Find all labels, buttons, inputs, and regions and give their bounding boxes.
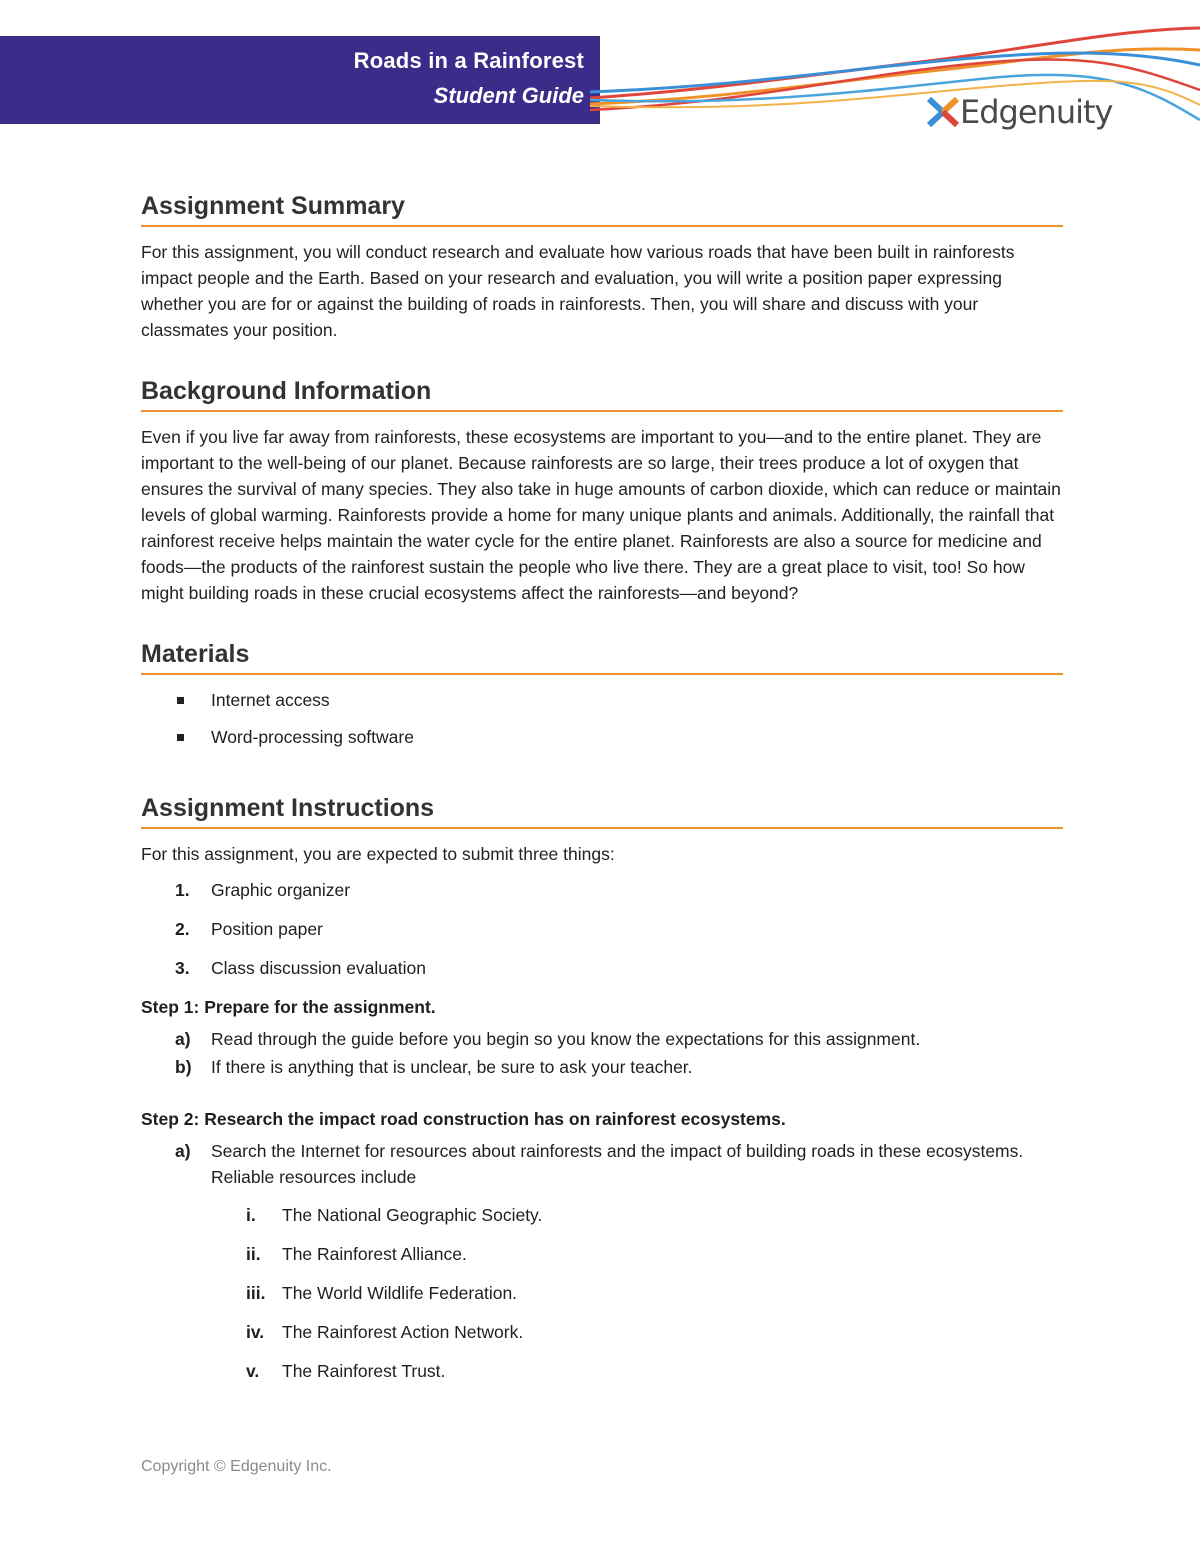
list-item: 2. Position paper xyxy=(175,919,323,939)
list-item: 3. Class discussion evaluation xyxy=(175,958,426,978)
materials-list xyxy=(141,687,1063,750)
section-background-information xyxy=(141,377,1063,606)
resources-list xyxy=(141,1202,1063,1384)
list-item: Word-processing software xyxy=(141,724,1063,750)
document-subtitle: Student Guide xyxy=(433,83,584,108)
document-body xyxy=(141,192,1063,1418)
list-item: v. The Rainforest Trust. xyxy=(246,1361,446,1381)
copyright-footer: Copyright © Edgenuity Inc. xyxy=(141,1458,332,1475)
list-item: iv. The Rainforest Action Network. xyxy=(246,1322,524,1342)
section-heading: Background Information xyxy=(141,377,1063,412)
paragraph: For this assignment, you are expected to submit three things: xyxy=(141,844,615,864)
section-assignment-summary xyxy=(141,192,1063,343)
deliverables-list xyxy=(141,877,1063,981)
bullet-icon xyxy=(177,697,184,704)
section-heading: Materials xyxy=(141,640,1063,675)
list-item: a) Read through the guide before you begin so you know the expectations for this assignment. xyxy=(175,1029,921,1049)
edgenuity-logo xyxy=(926,90,1112,134)
list-item: i. The National Geographic Society. xyxy=(246,1205,543,1225)
step-2-list xyxy=(141,1138,1063,1190)
step-2-title: Step 2: Research the impact road construction has on rainforest ecosystems. xyxy=(141,1109,786,1129)
list-item: ii. The Rainforest Alliance. xyxy=(246,1244,467,1264)
list-item: Internet access xyxy=(141,687,1063,713)
header-band xyxy=(0,36,600,124)
bullet-icon xyxy=(177,734,184,741)
paragraph: For this assignment, you will conduct research and evaluate how various roads that have been built in rainforests impact people and the Earth. Based on your research and evaluation, you will write a position paper expressing whether you are for or against the building of roads in rainforests. Then, you will share and discuss with your classmates your position. xyxy=(141,242,1015,340)
step-1-title: Step 1: Prepare for the assignment. xyxy=(141,997,436,1017)
section-materials xyxy=(141,640,1063,750)
paragraph: Even if you live far away from rainforests, these ecosystems are important to you—and to the entire planet. They are important to the well-being of our planet. Because rainforests are so large, their trees produce a lot of oxygen that ensures the survival of many species. They also take in huge amounts of carbon dioxide, which can reduce or maintain levels of global warming. Rainforests provide a home for many unique plants and animals. Additionally, the rainfall that rainforest receive helps maintain the water cycle for the entire planet. Rainforests are also a source for medicine and foods—the products of the rainforest sustain the people who live there. They are a great place to visit, too! So how might building roads in these crucial ecosystems affect the rainforests—and beyond? xyxy=(141,427,1061,603)
list-item: a) Search the Internet for resources about rainforests and the impact of building roads in these ecosystems. Reliable resources include xyxy=(175,1141,1024,1187)
section-heading: Assignment Instructions xyxy=(141,794,1063,829)
section-heading: Assignment Summary xyxy=(141,192,1063,227)
document-title: Roads in a Rainforest xyxy=(353,48,584,73)
list-item: b) If there is anything that is unclear, be sure to ask your teacher. xyxy=(175,1057,693,1077)
logo-text: Edgenuity xyxy=(960,93,1113,131)
section-assignment-instructions xyxy=(141,794,1063,1384)
edgenuity-x-icon xyxy=(926,95,960,129)
step-1-list xyxy=(141,1026,1063,1080)
list-item: iii. The World Wildlife Federation. xyxy=(246,1283,518,1303)
list-item: 1. Graphic organizer xyxy=(175,880,351,900)
